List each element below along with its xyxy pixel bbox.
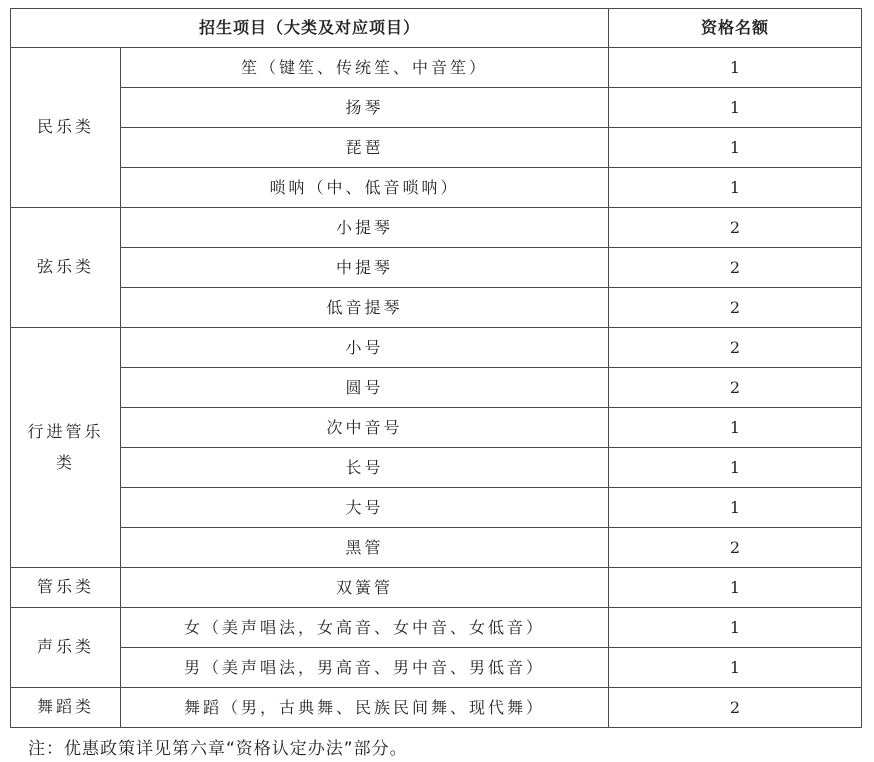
quota-cell: 2 bbox=[609, 208, 862, 248]
item-cell: 小号 bbox=[121, 328, 609, 368]
item-cell: 男（美声唱法，男高音、男中音、男低音） bbox=[121, 648, 609, 688]
item-cell: 双簧管 bbox=[121, 568, 609, 608]
item-cell: 小提琴 bbox=[121, 208, 609, 248]
table-header-row bbox=[11, 9, 862, 48]
table-row bbox=[11, 168, 862, 208]
category-cell-winds bbox=[11, 568, 121, 608]
item-cell: 圆号 bbox=[121, 368, 609, 408]
item-cell: 扬琴 bbox=[121, 88, 609, 128]
table-row bbox=[11, 48, 862, 88]
quota-cell: 1 bbox=[609, 648, 862, 688]
item-cell: 舞蹈（男，古典舞、民族民间舞、现代舞） bbox=[121, 688, 609, 728]
item-cell: 次中音号 bbox=[121, 408, 609, 448]
category-cell-vocal bbox=[11, 608, 121, 688]
table-row bbox=[11, 648, 862, 688]
table-row bbox=[11, 688, 862, 728]
table-row bbox=[11, 128, 862, 168]
table-row bbox=[11, 448, 862, 488]
category-label: 弦乐类 bbox=[36, 257, 94, 277]
quota-cell: 2 bbox=[609, 288, 862, 328]
item-cell: 唢呐（中、低音唢呐） bbox=[121, 168, 609, 208]
category-label: 舞蹈类 bbox=[36, 697, 94, 717]
table-row bbox=[11, 368, 862, 408]
table-row bbox=[11, 528, 862, 568]
quota-cell: 1 bbox=[609, 448, 862, 488]
table-row bbox=[11, 88, 862, 128]
item-cell: 中提琴 bbox=[121, 248, 609, 288]
quota-cell: 1 bbox=[609, 568, 862, 608]
table-row bbox=[11, 328, 862, 368]
table-row bbox=[11, 288, 862, 328]
category-cell-strings bbox=[11, 208, 121, 328]
category-label: 声乐类 bbox=[36, 637, 94, 657]
item-cell: 笙（键笙、传统笙、中音笙） bbox=[121, 48, 609, 88]
quota-cell: 2 bbox=[609, 248, 862, 288]
table-row bbox=[11, 568, 862, 608]
category-cell-dance bbox=[11, 688, 121, 728]
item-cell: 黑管 bbox=[121, 528, 609, 568]
category-label: 行进管乐类 bbox=[27, 422, 104, 472]
table-row bbox=[11, 608, 862, 648]
quota-cell: 2 bbox=[609, 688, 862, 728]
category-label: 民乐类 bbox=[36, 117, 94, 137]
quota-cell: 1 bbox=[609, 48, 862, 88]
item-cell: 低音提琴 bbox=[121, 288, 609, 328]
header-project: 招生项目（大类及对应项目） bbox=[11, 9, 609, 48]
quota-cell: 2 bbox=[609, 368, 862, 408]
quota-table-container bbox=[10, 8, 862, 728]
quota-cell: 1 bbox=[609, 408, 862, 448]
item-cell: 女（美声唱法，女高音、女中音、女低音） bbox=[121, 608, 609, 648]
category-cell-marching-band bbox=[11, 328, 121, 568]
item-cell: 琵琶 bbox=[121, 128, 609, 168]
quota-cell: 2 bbox=[609, 528, 862, 568]
table-row bbox=[11, 248, 862, 288]
table-row bbox=[11, 208, 862, 248]
quota-cell: 1 bbox=[609, 168, 862, 208]
table-row bbox=[11, 488, 862, 528]
quota-cell: 1 bbox=[609, 488, 862, 528]
header-quota: 资格名额 bbox=[609, 9, 862, 48]
category-cell-folk bbox=[11, 48, 121, 208]
category-label: 管乐类 bbox=[36, 577, 94, 597]
quota-cell: 2 bbox=[609, 328, 862, 368]
quota-cell: 1 bbox=[609, 608, 862, 648]
item-cell: 长号 bbox=[121, 448, 609, 488]
quota-cell: 1 bbox=[609, 88, 862, 128]
admission-quota-table bbox=[10, 8, 862, 728]
quota-cell: 1 bbox=[609, 128, 862, 168]
footnote: 注：优惠政策详见第六章“资格认定办法”部分。 bbox=[28, 739, 408, 759]
item-cell: 大号 bbox=[121, 488, 609, 528]
table-row bbox=[11, 408, 862, 448]
